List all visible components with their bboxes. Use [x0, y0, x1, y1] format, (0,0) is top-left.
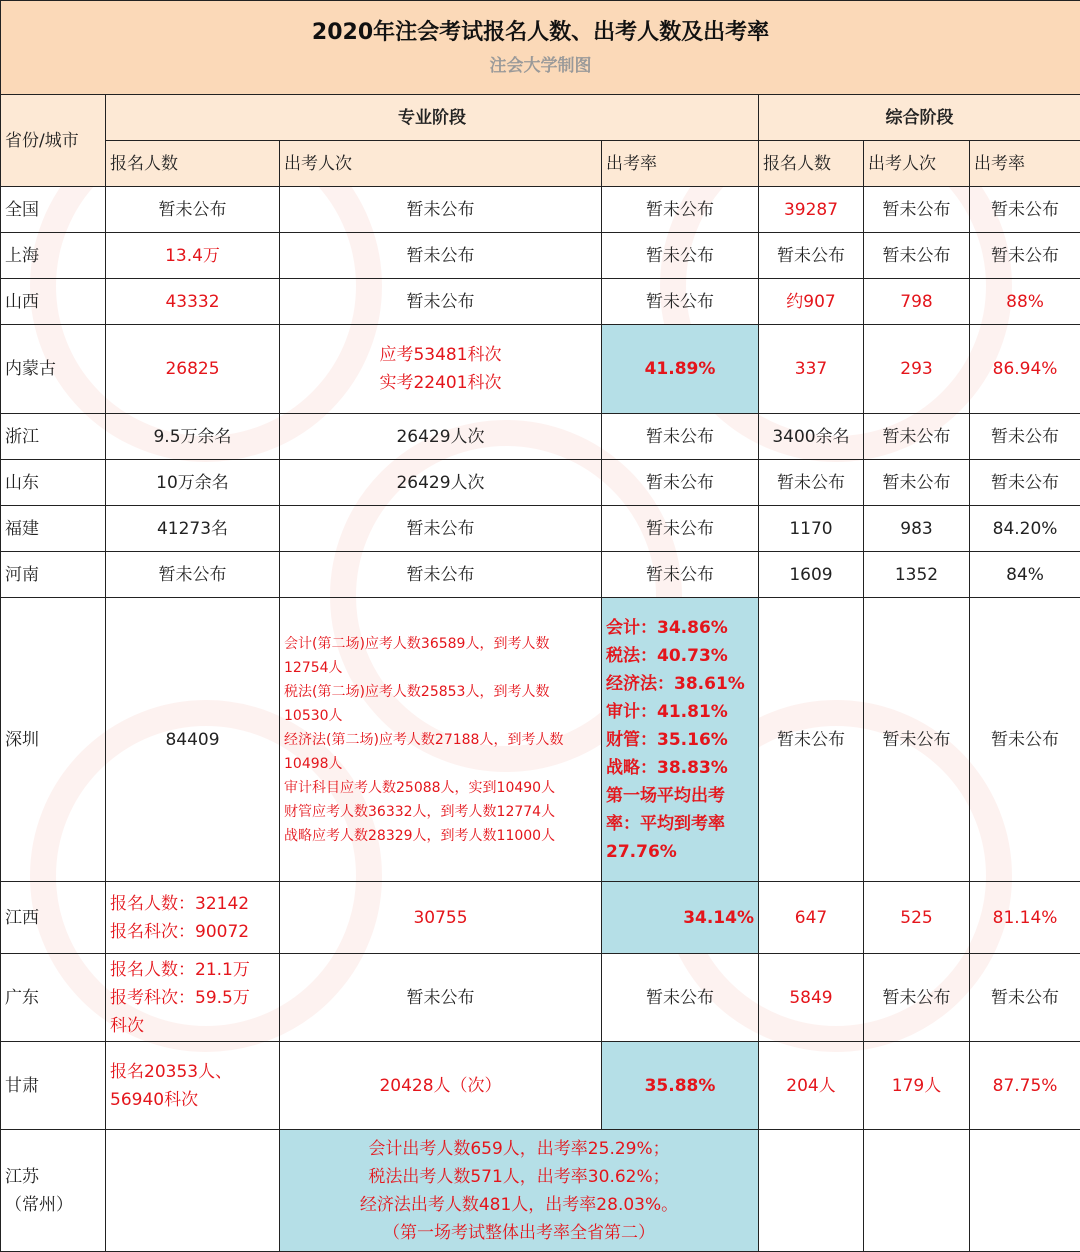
cell-line: 会计：34.86%	[606, 614, 754, 642]
cell-p-att: 30755	[280, 882, 602, 954]
row-name: 深圳	[1, 598, 106, 882]
cell-p-rate: 暂未公布	[602, 187, 759, 233]
cell-line: 科次	[110, 1012, 275, 1040]
cell-c-att: 暂未公布	[864, 414, 970, 460]
cell-p-att: 暂未公布	[280, 233, 602, 279]
cell-c-rate	[970, 1130, 1080, 1252]
cell-p-att: 暂未公布	[280, 954, 602, 1042]
cell-c-att	[864, 1130, 970, 1252]
table-row	[1, 279, 1080, 325]
cell-p-reg: 43332	[106, 279, 280, 325]
cell-line: （第一场考试整体出考率全省第二）	[284, 1219, 754, 1247]
cell-p-att: 暂未公布	[280, 506, 602, 552]
cell-p-att	[280, 598, 602, 882]
cell-p-reg: 10万余名	[106, 460, 280, 506]
table-row	[1, 1130, 1080, 1252]
header-professional-stage: 专业阶段	[106, 95, 759, 141]
cell-c-reg: 647	[759, 882, 864, 954]
cell-p-att: 暂未公布	[280, 552, 602, 598]
cell-c-att: 暂未公布	[864, 187, 970, 233]
page-title: 2020年注会考试报名人数、出考人数及出考率	[5, 15, 1076, 51]
cell-c-reg: 5849	[759, 954, 864, 1042]
cell-merged-summary	[280, 1130, 759, 1252]
cell-c-rate: 87.75%	[970, 1042, 1080, 1130]
cell-line: 经济法出考人数481人，出考率28.03%。	[284, 1191, 754, 1219]
row-name: 广东	[1, 954, 106, 1042]
row-name: 山东	[1, 460, 106, 506]
cell-line: 56940科次	[110, 1086, 275, 1114]
cell-p-rate: 41.89%	[602, 325, 759, 414]
row-name: 江西	[1, 882, 106, 954]
table-row	[1, 187, 1080, 233]
table-row	[1, 552, 1080, 598]
cell-p-reg: 41273名	[106, 506, 280, 552]
cell-c-att: 暂未公布	[864, 233, 970, 279]
cell-c-rate: 81.14%	[970, 882, 1080, 954]
row-name: 山西	[1, 279, 106, 325]
table-row	[1, 506, 1080, 552]
row-name: 福建	[1, 506, 106, 552]
cell-p-rate: 暂未公布	[602, 460, 759, 506]
cell-c-rate: 暂未公布	[970, 460, 1080, 506]
cell-line: 财管应考人数36332人，到考人数12774人	[284, 800, 597, 824]
header-p-registered: 报名人数	[106, 141, 280, 187]
row-name: 甘肃	[1, 1042, 106, 1130]
cell-line: 第一场平均出考	[606, 782, 754, 810]
cell-c-reg	[759, 1130, 864, 1252]
row-name: 全国	[1, 187, 106, 233]
cell-line: 报名人数：21.1万	[110, 956, 275, 984]
cell-p-reg	[106, 882, 280, 954]
header-p-rate: 出考率	[602, 141, 759, 187]
cell-c-reg: 337	[759, 325, 864, 414]
header-c-rate: 出考率	[970, 141, 1080, 187]
cell-c-reg: 3400余名	[759, 414, 864, 460]
header-p-attended: 出考人次	[280, 141, 602, 187]
cell-c-att: 1352	[864, 552, 970, 598]
cell-line: 经济法：38.61%	[606, 670, 754, 698]
cell-line: 实考22401科次	[284, 369, 597, 397]
cell-p-reg: 暂未公布	[106, 552, 280, 598]
cell-line: 12754人	[284, 656, 597, 680]
cell-line: 报名科次：90072	[110, 918, 275, 946]
cell-line: 10498人	[284, 752, 597, 776]
cell-line: 战略应考人数28329人，到考人数11000人	[284, 824, 597, 848]
table-row	[1, 414, 1080, 460]
header-row-columns	[1, 141, 1080, 187]
header-c-registered: 报名人数	[759, 141, 864, 187]
cell-line: 审计：41.81%	[606, 698, 754, 726]
cell-c-att: 798	[864, 279, 970, 325]
cell-c-reg: 暂未公布	[759, 598, 864, 882]
cell-p-rate: 暂未公布	[602, 414, 759, 460]
cell-p-reg	[106, 1130, 280, 1252]
cell-p-reg: 暂未公布	[106, 187, 280, 233]
cell-line: 会计(第二场)应考人数36589人，到考人数	[284, 632, 597, 656]
cell-c-reg: 约907	[759, 279, 864, 325]
cell-p-att: 暂未公布	[280, 279, 602, 325]
cell-line: 税法：40.73%	[606, 642, 754, 670]
cell-c-rate: 86.94%	[970, 325, 1080, 414]
cell-c-att: 983	[864, 506, 970, 552]
cell-p-reg	[106, 1042, 280, 1130]
cell-c-rate: 暂未公布	[970, 414, 1080, 460]
cell-c-rate: 暂未公布	[970, 954, 1080, 1042]
row-name: 内蒙古	[1, 325, 106, 414]
cell-p-reg: 13.4万	[106, 233, 280, 279]
cell-line: 战略：38.83%	[606, 754, 754, 782]
table-row	[1, 1042, 1080, 1130]
page-subtitle: 注会大学制图	[5, 51, 1076, 81]
cell-line: 审计科目应考人数25088人，实到10490人	[284, 776, 597, 800]
table-row	[1, 460, 1080, 506]
cell-p-rate: 暂未公布	[602, 233, 759, 279]
cell-line: 经济法(第二场)应考人数27188人，到考人数	[284, 728, 597, 752]
header-province: 省份/城市	[1, 95, 106, 187]
row-name	[1, 1130, 106, 1252]
cell-c-rate: 84%	[970, 552, 1080, 598]
row-name: 上海	[1, 233, 106, 279]
header-comprehensive-stage: 综合阶段	[759, 95, 1080, 141]
cell-line: 报名20353人、	[110, 1058, 275, 1086]
cell-c-att: 293	[864, 325, 970, 414]
cell-c-reg: 1170	[759, 506, 864, 552]
cell-p-rate: 暂未公布	[602, 279, 759, 325]
cell-line: 报名人数：32142	[110, 890, 275, 918]
cell-c-att: 暂未公布	[864, 460, 970, 506]
cell-line: （常州）	[5, 1191, 101, 1219]
cell-p-att	[280, 325, 602, 414]
cell-line: 27.76%	[606, 838, 754, 866]
cell-c-reg: 暂未公布	[759, 460, 864, 506]
cell-p-reg: 26825	[106, 325, 280, 414]
table-row	[1, 325, 1080, 414]
header-c-attended: 出考人次	[864, 141, 970, 187]
cell-p-reg: 84409	[106, 598, 280, 882]
cell-c-rate: 88%	[970, 279, 1080, 325]
table-row	[1, 598, 1080, 882]
cell-c-att: 暂未公布	[864, 598, 970, 882]
cell-p-rate: 暂未公布	[602, 506, 759, 552]
row-name: 河南	[1, 552, 106, 598]
cell-p-att: 26429人次	[280, 460, 602, 506]
cell-c-reg: 1609	[759, 552, 864, 598]
cell-line: 报考科次：59.5万	[110, 984, 275, 1012]
cell-line: 江苏	[5, 1163, 101, 1191]
cell-c-reg: 39287	[759, 187, 864, 233]
cell-c-rate: 暂未公布	[970, 598, 1080, 882]
table-row	[1, 233, 1080, 279]
table-row	[1, 954, 1080, 1042]
cell-c-att: 525	[864, 882, 970, 954]
cell-c-reg: 204人	[759, 1042, 864, 1130]
cell-p-rate: 35.88%	[602, 1042, 759, 1130]
cell-p-att: 20428人（次）	[280, 1042, 602, 1130]
cell-c-rate: 暂未公布	[970, 233, 1080, 279]
cell-c-att: 暂未公布	[864, 954, 970, 1042]
cell-c-reg: 暂未公布	[759, 233, 864, 279]
cell-p-reg	[106, 954, 280, 1042]
cell-p-rate: 34.14%	[602, 882, 759, 954]
cell-line: 率：平均到考率	[606, 810, 754, 838]
row-name: 浙江	[1, 414, 106, 460]
cell-line: 财管：35.16%	[606, 726, 754, 754]
cell-c-att: 179人	[864, 1042, 970, 1130]
cell-p-rate: 暂未公布	[602, 954, 759, 1042]
cell-p-reg: 9.5万余名	[106, 414, 280, 460]
cell-line: 税法(第二场)应考人数25853人，到考人数	[284, 680, 597, 704]
table-title-cell	[1, 1, 1080, 95]
cell-line: 10530人	[284, 704, 597, 728]
table-row	[1, 882, 1080, 954]
cell-p-att: 26429人次	[280, 414, 602, 460]
cell-c-rate: 84.20%	[970, 506, 1080, 552]
cell-c-rate: 暂未公布	[970, 187, 1080, 233]
cell-line: 税法出考人数571人，出考率30.62%；	[284, 1163, 754, 1191]
cell-p-rate	[602, 598, 759, 882]
cell-line: 会计出考人数659人，出考率25.29%；	[284, 1135, 754, 1163]
cell-p-att: 暂未公布	[280, 187, 602, 233]
cell-line: 应考53481科次	[284, 341, 597, 369]
header-row-stage	[1, 95, 1080, 141]
cell-p-rate: 暂未公布	[602, 552, 759, 598]
